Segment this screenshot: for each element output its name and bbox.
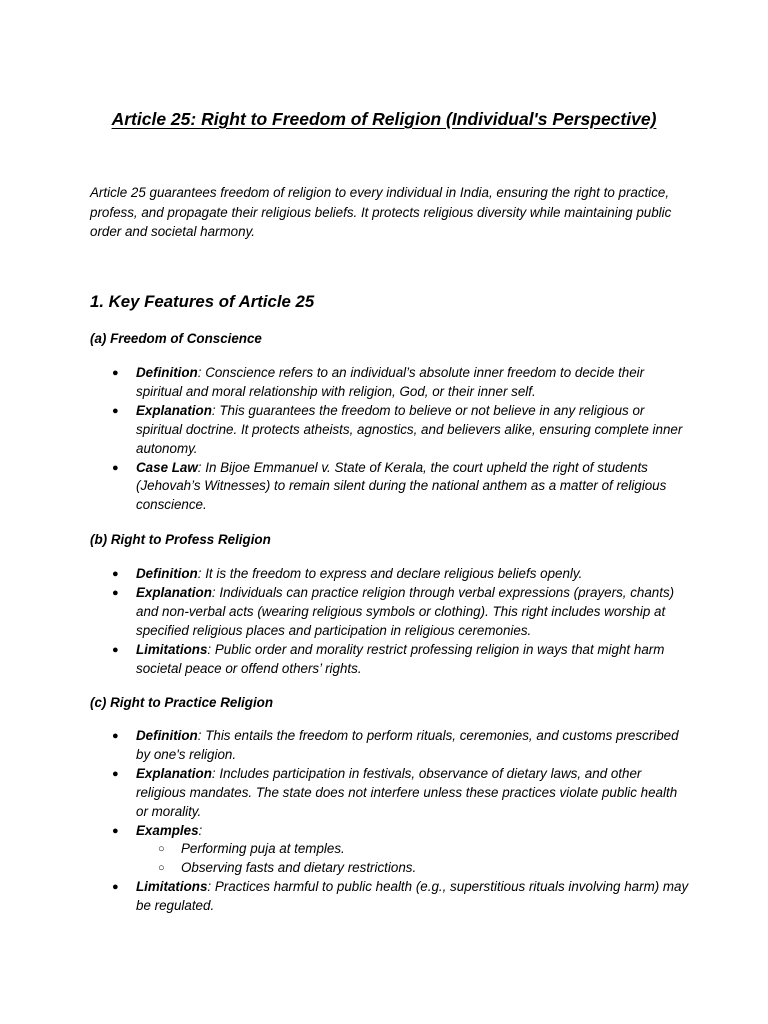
- bullet-list-conscience: [90, 364, 690, 515]
- bullet-icon: ●: [112, 404, 119, 417]
- item-text: : Conscience refers to an individual’s absolute inner freedom to decide their spiritual and moral relationship with religion, God, or their inner self.: [136, 365, 645, 399]
- subsection-heading-conscience: (a) Freedom of Conscience: [90, 331, 262, 346]
- hollow-bullet-icon: ○: [158, 862, 165, 875]
- bullet-icon: ●: [112, 367, 119, 379]
- bullet-icon: ●: [112, 824, 119, 837]
- list-item: [90, 402, 690, 459]
- sub-item-text: Performing puja at temples.: [181, 841, 345, 857]
- item-term: Explanation: [136, 402, 212, 418]
- list-item: [90, 565, 690, 584]
- list-item: [90, 641, 690, 679]
- item-term: Limitations: [136, 641, 208, 657]
- item-text: : This entails the freedom to perform rituals, ceremonies, and customs prescribed by one's religion.: [136, 728, 679, 762]
- item-term: Examples: [136, 822, 199, 838]
- list-item: [90, 364, 690, 402]
- subsection-heading-practice: (c) Right to Practice Religion: [90, 695, 274, 710]
- item-term: Explanation: [136, 584, 212, 600]
- item-text: : Includes participation in festivals, observance of dietary laws, and other religious mandates. The state does not interfere unless these practices violate public health or morality.: [136, 765, 678, 819]
- item-text: : This guarantees the freedom to believe or not believe in any religious or spiritual doctrine. It protects atheists, agnostics, and believers alike, ensuring complete inner autonomy.: [136, 402, 683, 456]
- list-item: [90, 878, 690, 916]
- bullet-list-practice: [90, 727, 690, 916]
- bullet-icon: ●: [112, 586, 119, 599]
- bullet-icon: ●: [112, 881, 119, 894]
- item-term: Limitations: [136, 879, 208, 895]
- list-item: [90, 727, 690, 765]
- list-item: [90, 765, 690, 822]
- hollow-bullet-icon: ○: [158, 843, 165, 856]
- item-term: Definition: [136, 566, 198, 581]
- item-term: Definition: [136, 365, 198, 380]
- sub-bullet-list: [136, 840, 690, 878]
- intro-paragraph: Article 25 guarantees freedom of religion to every individual in India, ensuring the right to practice, profess, and propagate their religious beliefs. It protects religious diversity while maintaining public order and societal harmony.: [90, 185, 672, 239]
- list-item: [90, 459, 690, 516]
- bullet-icon: ●: [112, 730, 119, 742]
- item-term: Explanation: [136, 765, 212, 781]
- bullet-icon: ●: [112, 643, 119, 656]
- section-heading: 1. Key Features of Article 25: [90, 292, 315, 311]
- item-text: : Public order and morality restrict professing religion in ways that might harm societal peace or offend others’ rights.: [136, 641, 665, 676]
- subsection-heading-profess: (b) Right to Profess Religion: [90, 532, 271, 547]
- item-text: : Practices harmful to public health (e.g., superstitious rituals involving harm) may be regulated.: [136, 879, 689, 914]
- item-text: : Individuals can practice religion through verbal expressions (prayers, chants) and non-verbal acts (wearing religious symbols or clothing). This right includes worship at specified religious places and participation in religious ceremonies.: [136, 584, 675, 638]
- bullet-list-profess: [90, 565, 690, 678]
- item-text: : It is the freedom to express and declare religious beliefs openly.: [197, 566, 583, 581]
- sub-item-text: Observing fasts and dietary restrictions.: [181, 860, 417, 876]
- page-title: Article 25: Right to Freedom of Religion (Individual's Perspective): [111, 109, 657, 129]
- item-text: : In Bijoe Emmanuel v. State of Kerala, the court upheld the right of students (Jehovah’s Witnesses) to remain silent during the national anthem as a matter of religious conscience.: [136, 459, 667, 513]
- bullet-icon: ●: [112, 461, 119, 474]
- list-item: [90, 822, 690, 879]
- list-item: [90, 584, 690, 641]
- sub-list-item: [136, 859, 690, 878]
- item-text: :: [198, 822, 203, 838]
- item-term: Definition: [136, 728, 198, 743]
- item-term: Case Law: [136, 459, 198, 475]
- sub-list-item: [136, 840, 690, 859]
- bullet-icon: ●: [112, 568, 119, 580]
- bullet-icon: ●: [112, 767, 119, 780]
